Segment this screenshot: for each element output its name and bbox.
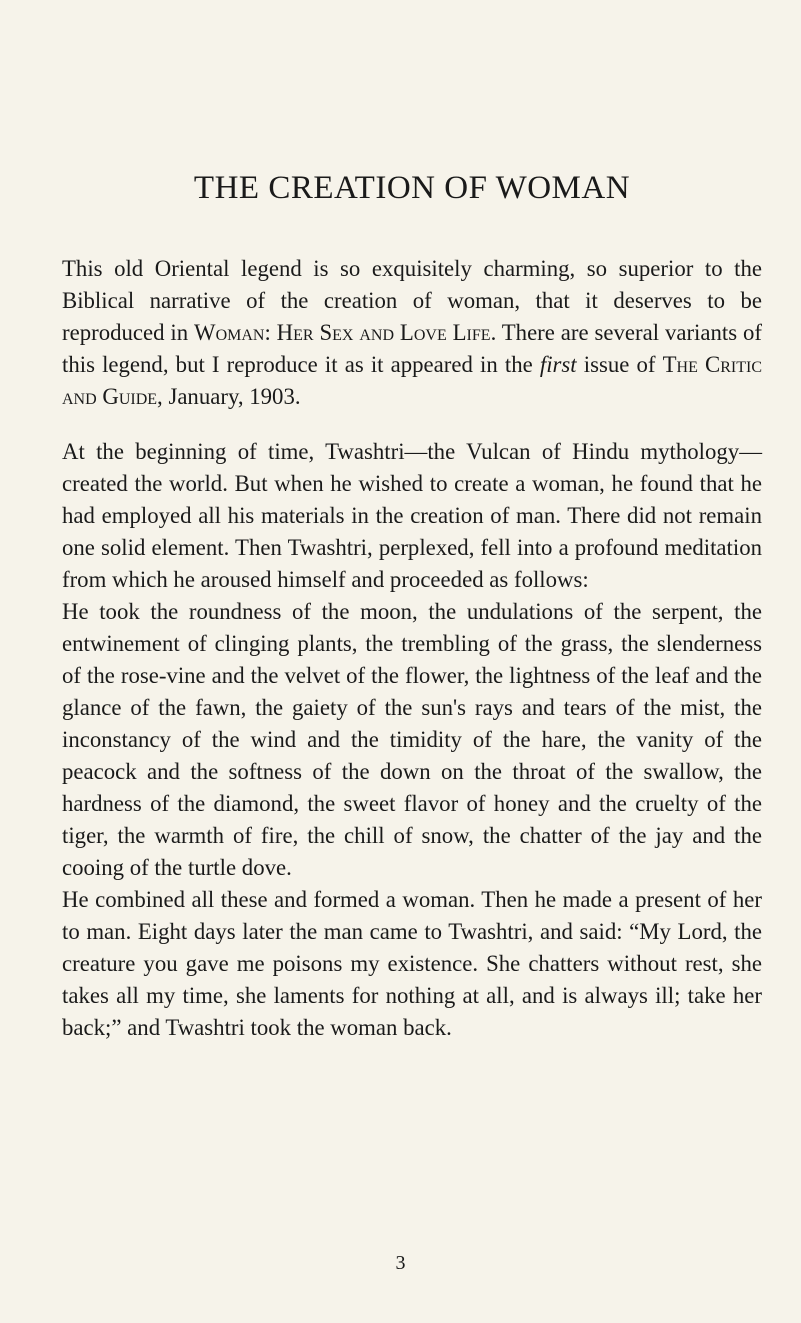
magazine-title: The Critic and Guide: [62, 352, 762, 409]
paragraph-twashtri: At the beginning of time, Twashtri—the Vulcan of Hindu mythology—created the world. But when he wished to create a woman, he found that he had employed all his materials in the creation of man. There did not remain one solid element. Then Twashtri, perplexed, fell into a profound meditation from which he aroused himself and proceeded as follows:: [62, 439, 762, 592]
intro-text-1: This old Oriental legend is so exquisitely charming, so superior to the Biblical narrative of the creation of woman, that it deserves to be reproduced in: [62, 256, 762, 345]
page-title: THE CREATION OF WOMAN: [193, 170, 631, 206]
page-number: 3: [395, 1252, 406, 1274]
emphasis-first: first: [539, 352, 577, 377]
intro-text-2: . There are several variants of this legend, but I reproduce it as it appeared in the: [62, 320, 762, 377]
intro-paragraph: [62, 253, 762, 413]
paragraph-conclusion: He combined all these and formed a woman. Then he made a present of her to man. Eight days later the man came to Twashtri, and said: “My Lord, the creature you gave me poisons my existence. She chatters without rest, she takes all my time, she laments for nothing at all, and is always ill; take her back;” and Twashtri took the woman back.: [62, 887, 762, 1040]
intro-text-4: , January, 1903.: [157, 384, 301, 409]
book-title: Woman: Her Sex and Love Life: [194, 320, 491, 345]
paragraph-ingredients: He took the roundness of the moon, the undulations of the serpent, the entwinement of clinging plants, the trembling of the grass, the slenderness of the rose-vine and the velvet of the flower, the lightness of the leaf and the glance of the fawn, the gaiety of the sun's rays and tears of the mist, the inconstancy of the wind and the timidity of the hare, the vanity of the peacock and the softness of the down on the throat of the swallow, the hardness of the diamond, the sweet flavor of honey and the cruelty of the tiger, the warmth of fire, the chill of snow, the chatter of the jay and the cooing of the turtle dove.: [62, 599, 762, 880]
intro-text-3: issue of: [576, 352, 663, 377]
page-body: [62, 170, 762, 1044]
